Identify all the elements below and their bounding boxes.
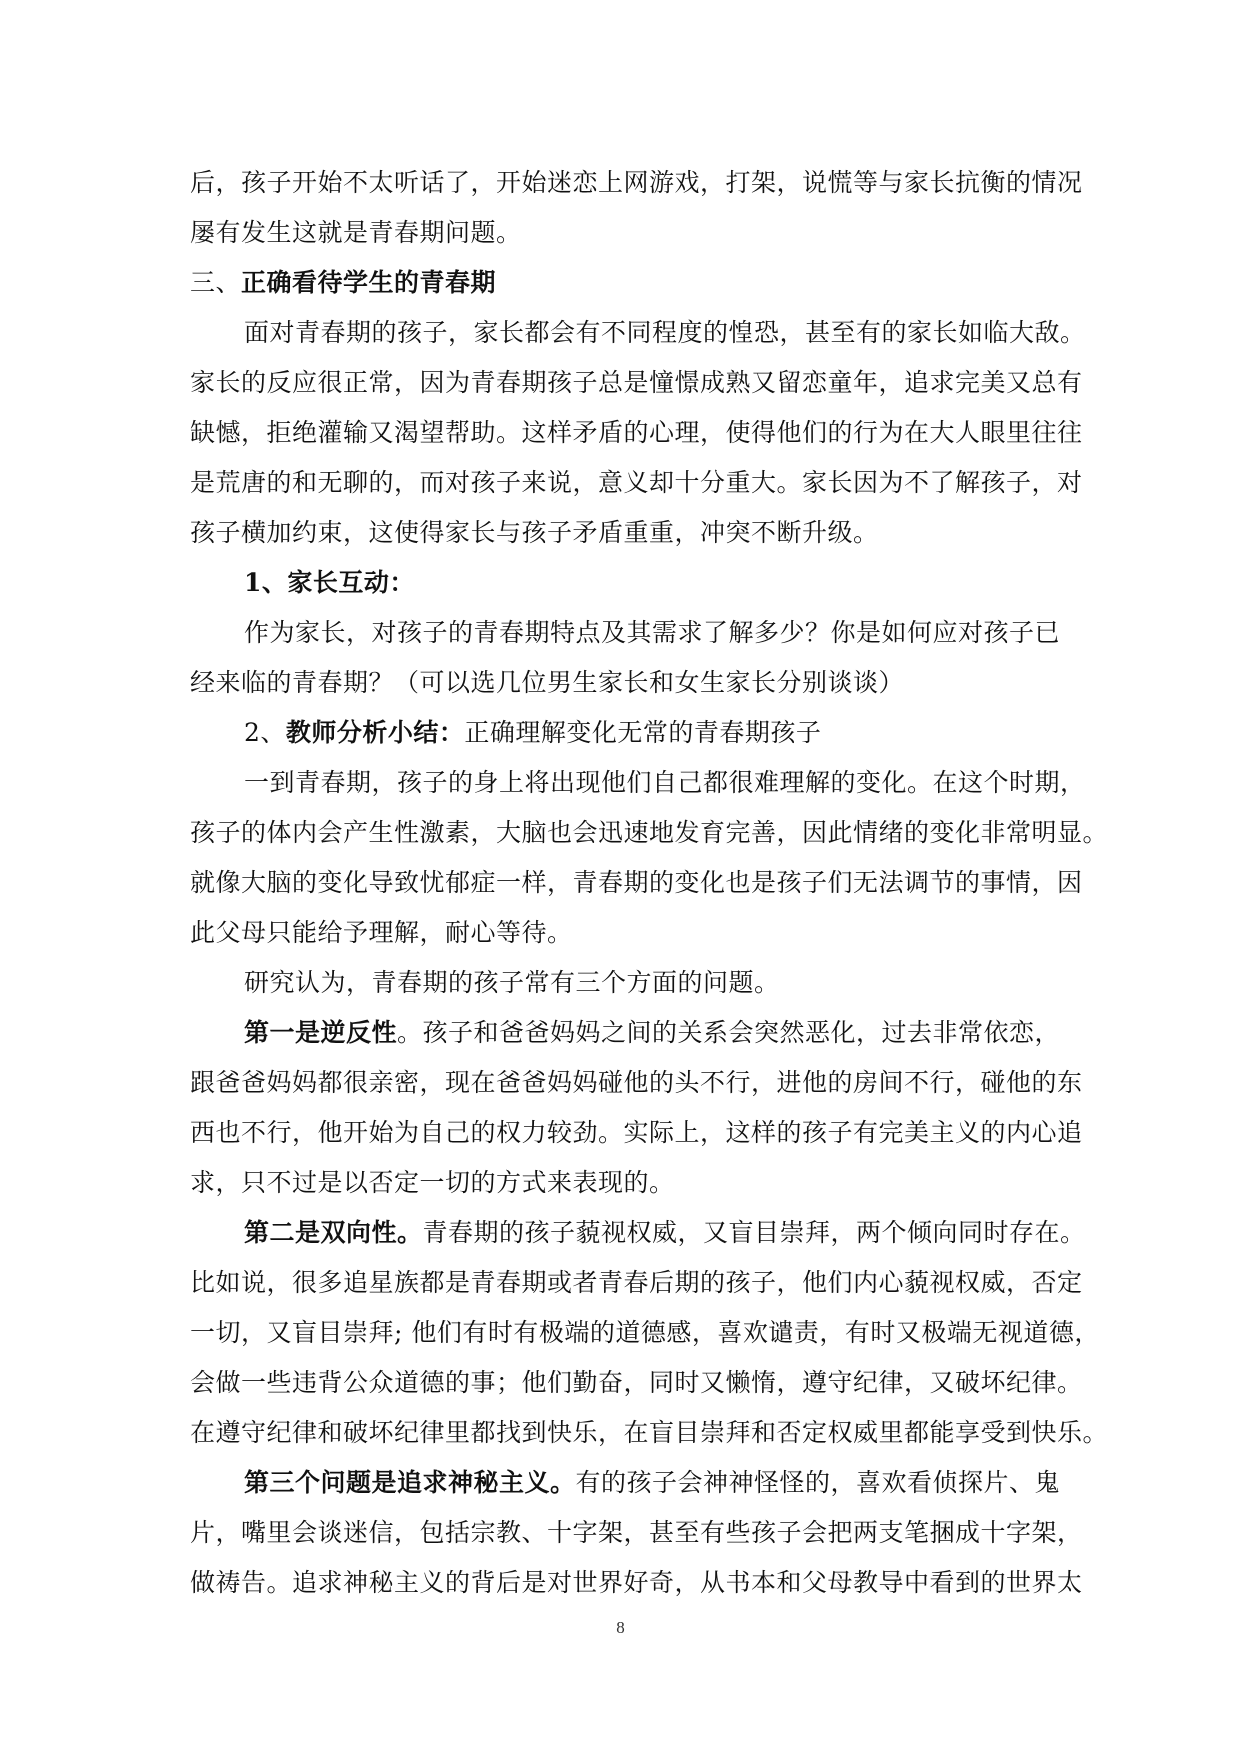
text-line: 家长的反应很正常，因为青春期孩子总是憧憬成熟又留恋童年，追求完美又总有 xyxy=(190,368,1083,397)
point-second xyxy=(190,1208,1086,1258)
text-line: 缺憾，拒绝灌输又渴望帮助。这样矛盾的心理，使得他们的行为在大人眼里往往 xyxy=(190,418,1083,447)
point-third-text: 有的孩子会神神怪怪的，喜欢看侦探片、鬼 xyxy=(575,1468,1061,1497)
text-line: 屡有发生这就是青春期问题。 xyxy=(190,218,522,247)
subsection-number: 2、 xyxy=(244,718,286,747)
subsection-bold-label: 教师分析小结： xyxy=(285,718,465,747)
page-body xyxy=(190,158,1109,1608)
section-heading-text: 正确看待学生的青春期 xyxy=(241,268,497,297)
subsection-title-2 xyxy=(190,708,1052,758)
point-second-label: 第二是双向性。 xyxy=(244,1218,423,1247)
text-line: 此父母只能给予理解，耐心等待。 xyxy=(190,918,573,947)
point-first xyxy=(190,1008,1061,1058)
text-line: 后，孩子开始不太听话了，开始迷恋上网游戏，打架，说慌等与家长抗衡的情况 xyxy=(190,168,1083,197)
text-line: 研究认为，青春期的孩子常有三个方面的问题。 xyxy=(244,968,780,997)
text-line: 做祷告。追求神秘主义的背后是对世界好奇，从书本和父母教导中看到的世界太 xyxy=(190,1568,1083,1597)
text-line: 作为家长，对孩子的青春期特点及其需求了解多少？你是如何应对孩子已 xyxy=(244,618,1061,647)
point-first-label: 第一是逆反性 xyxy=(244,1018,398,1047)
text-line: 一到青春期，孩子的身上将出现他们自己都很难理解的变化。在这个时期， xyxy=(244,768,1086,797)
text-line: 西也不行，他开始为自己的权力较劲。实际上，这样的孩子有完美主义的内心追 xyxy=(190,1118,1083,1147)
text-line: 面对青春期的孩子，家长都会有不同程度的惶恐，甚至有的家长如临大敌。 xyxy=(244,318,1086,347)
point-first-text: 。孩子和爸爸妈妈之间的关系会突然恶化，过去非常依恋， xyxy=(397,1018,1061,1047)
text-line: 是荒唐的和无聊的，而对孩子来说，意义却十分重大。家长因为不了解孩子，对 xyxy=(190,468,1083,497)
text-line: 孩子的体内会产生性激素，大脑也会迅速地发育完善，因此情绪的变化非常明显。 xyxy=(190,818,1109,847)
point-third-label: 第三个问题是追求神秘主义。 xyxy=(244,1468,576,1497)
text-line: 孩子横加约束，这使得家长与孩子矛盾重重，冲突不断升级。 xyxy=(190,518,879,547)
text-line: 经来临的青春期？（可以选几位男生家长和女生家长分别谈谈） xyxy=(190,668,905,697)
section-heading xyxy=(190,258,1052,308)
text-line: 会做一些违背公众道德的事；他们勤奋，同时又懒惰，遵守纪律，又破坏纪律。 xyxy=(190,1368,1083,1397)
text-line: 比如说，很多追星族都是青春期或者青春后期的孩子，他们内心藐视权威，否定 xyxy=(190,1268,1083,1297)
text-line: 片，嘴里会谈迷信，包括宗教、十字架，甚至有些孩子会把两支笔捆成十字架， xyxy=(190,1518,1083,1547)
section-heading-prefix: 三、 xyxy=(190,268,242,297)
point-second-text: 青春期的孩子藐视权威，又盲目崇拜，两个倾向同时存在。 xyxy=(422,1218,1086,1247)
text-line: 一切，又盲目崇拜; 他们有时有极端的道德感，喜欢谴责，有时又极端无视道德， xyxy=(190,1318,1100,1347)
text-line: 就像大脑的变化导致忧郁症一样，青春期的变化也是孩子们无法调节的事情，因 xyxy=(190,868,1083,897)
text-line: 求，只不过是以否定一切的方式来表现的。 xyxy=(190,1168,675,1197)
text-line: 在遵守纪律和破坏纪律里都找到快乐，在盲目崇拜和否定权威里都能享受到快乐。 xyxy=(190,1418,1109,1447)
subsection-rest: 正确理解变化无常的青春期孩子 xyxy=(464,718,822,747)
page-number: 8 xyxy=(616,1618,625,1637)
text-line: 跟爸爸妈妈都很亲密，现在爸爸妈妈碰他的头不行，进他的房间不行，碰他的东 xyxy=(190,1068,1083,1097)
point-third xyxy=(190,1458,1061,1508)
subsection-title-1: 1、家长互动： xyxy=(244,568,415,597)
